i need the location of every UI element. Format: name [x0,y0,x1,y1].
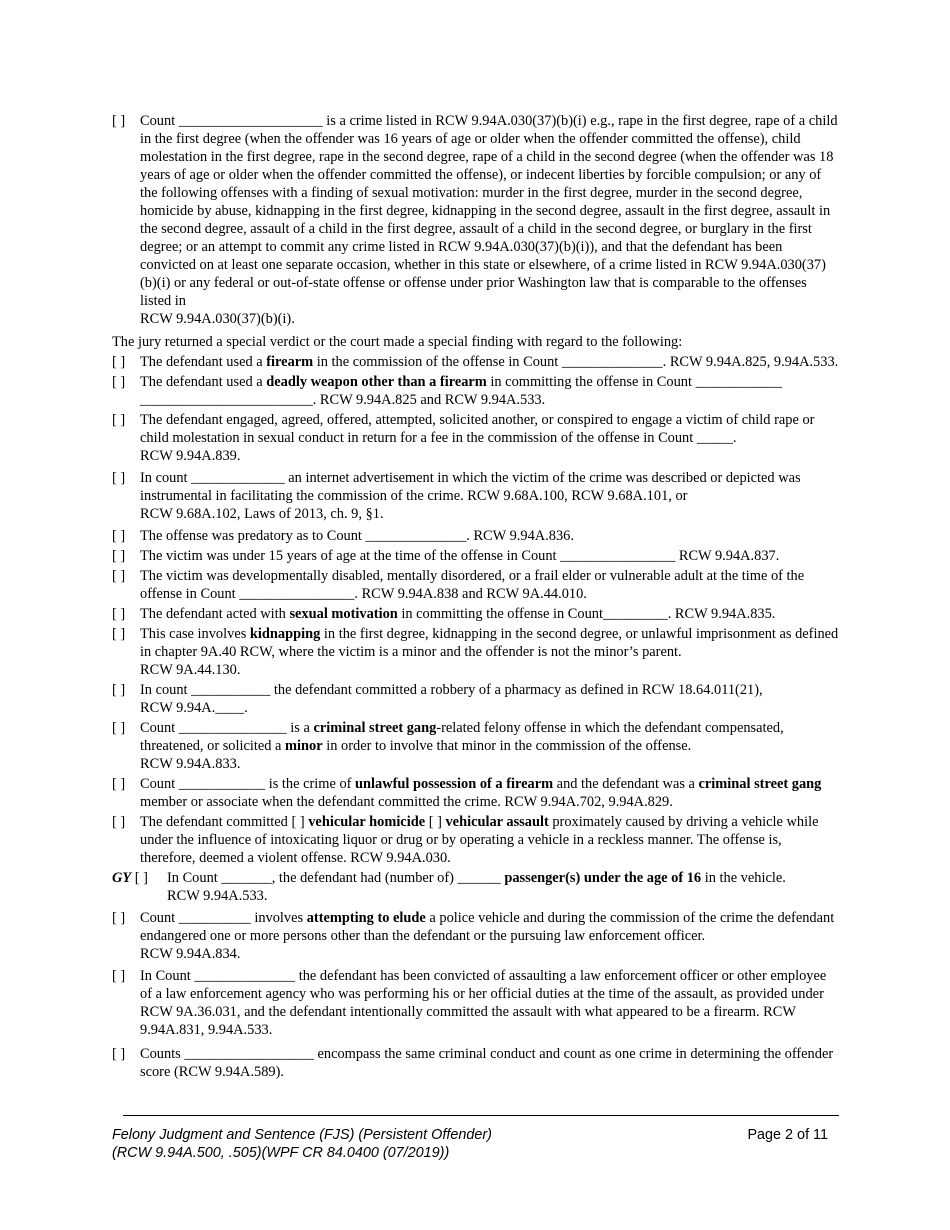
finding-passengers [112,869,840,905]
item-text: member or associate when the defendant committed the crime. RCW 9.94A.702, 9.94A.829. [140,794,673,810]
checkbox[interactable]: [ ] [112,354,126,370]
item-text: In Count _______, the defendant had (number of) ______ [167,870,505,886]
item-text: in the vehicle. [701,870,786,886]
page-footer [112,1126,828,1162]
footer-title [112,1126,828,1162]
jury-intro: The jury returned a special verdict or the court made a special finding with regard to the following: [112,334,683,350]
checkbox[interactable]: [ ] [112,910,126,926]
checkbox[interactable]: [ ] [112,720,126,736]
item-cite: RCW 9.94A.834. [140,946,241,962]
item-bold: deadly weapon other than a firearm [266,374,487,390]
item-bold: kidnapping [249,626,321,642]
item-text: proximately caused by driving a vehicle while under the influence of intoxicating liquor or drug or by operating a vehicle in a reckless manner. The offense is, therefore, deemed a violent offense. RCW 9.94A.030. [140,814,819,866]
item-cite: RCW 9.68A.102, Laws of 2013, ch. 9, §1. [140,506,384,522]
checkbox[interactable]: [ ] [112,606,126,622]
gy-checkbox[interactable] [112,869,148,887]
checkbox[interactable]: [ ] [112,113,126,129]
item-text: Count __________ involves [140,910,307,926]
item-text: [ ] [425,814,446,830]
item-cite: RCW 9A.44.130. [140,662,241,678]
item-bold: passenger(s) under the age of 16 [504,870,702,886]
item-bold: attempting to elude [306,910,426,926]
finding-pharmacy [112,681,840,717]
item-text: The defendant used a [140,374,267,390]
item-text: The defendant acted with [140,606,290,622]
finding-vehicular [112,813,840,867]
item-text: Count ____________ is the crime of [140,776,356,792]
finding-kidnapping [112,625,840,679]
item-cite: RCW 9.94A.030(37)(b)(i). [140,311,295,327]
finding-law-enforcement [112,967,840,1039]
checkbox[interactable]: [ ] [112,528,126,544]
footer-title-line1: Felony Judgment and Sentence (FJS) (Persistent Offender) [112,1127,492,1143]
checkbox[interactable]: [ ] [112,682,126,698]
item-text: in order to involve that minor in the commission of the offense. [322,738,692,754]
footer-title-line2: (RCW 9.94A.500, .505)(WPF CR 84.0400 (07/2019)) [112,1145,450,1161]
item-cite: RCW 9.94A.533. [167,888,268,904]
page-number: Page 2 of 11 [747,1127,828,1143]
finding-fee [112,411,840,465]
item-cite: RCW 9.94A.833. [140,756,241,772]
finding-same-conduct [112,1045,840,1081]
checkbox[interactable]: [ ] [134,870,148,886]
item-cite: RCW 9.94A.839. [140,448,241,464]
item-text: The defendant engaged, agreed, offered, attempted, solicited another, or conspired to engage a victim of child rape or child molestation in sexual conduct in return for a fee in the commission of the offense in Count _____. [140,412,815,446]
finding-elude [112,909,840,963]
item-text: in committing the offense in Count_________. RCW 9.94A.835. [397,606,776,622]
item-bold: criminal street gang [313,720,437,736]
finding-internet [112,469,840,523]
item-text: in the commission of the offense in Count ______________. RCW 9.94A.825, 9.94A.533. [313,354,839,370]
item-text: The defendant used a [140,354,267,370]
finding-predatory [112,527,840,545]
item-text: In count ___________ the defendant committed a robbery of a pharmacy as defined in RCW 18.64.011(21), [140,682,763,698]
checkbox[interactable]: [ ] [112,776,126,792]
finding-firearm-possession [112,775,840,811]
item-text: The victim was under 15 years of age at the time of the offense in Count ________________ RCW 9.94A.837. [140,548,780,564]
item-cite: RCW 9.94A.____. [140,700,248,716]
checkbox[interactable]: [ ] [112,548,126,564]
checkbox[interactable]: [ ] [112,568,126,584]
item-text: in committing the offense in Count ____________ ________________________. RCW 9.94A.825 and RCW 9.94A.533. [140,374,782,408]
checkbox[interactable]: [ ] [112,814,126,830]
document-body [112,112,840,1081]
finding-sexual-motivation [112,605,840,623]
item-bold: unlawful possession of a firearm [355,776,554,792]
finding-firearm [112,353,840,371]
item-text: This case involves [140,626,250,642]
item-text: Count _______________ is a [140,720,314,736]
item-bold: firearm [266,354,314,370]
checkbox[interactable]: [ ] [112,470,126,486]
item-text: a police vehicle and during the commission of the crime the defendant endangered one or more persons other than the defendant or the pursuing law enforcement officer. [140,910,835,944]
gy-mark: GY [112,870,132,886]
item-text: and the defendant was a [553,776,699,792]
finding-vulnerable [112,567,840,603]
persistent-offender-item [112,112,840,328]
item-bold: vehicular homicide [308,814,426,830]
item-text: In count _____________ an internet advertisement in which the victim of the crime was described or depicted was instrumental in facilitating the commission of the crime. RCW 9.68A.100, RCW 9.68A.101, or [140,470,801,504]
checkbox[interactable]: [ ] [112,968,126,984]
item-bold: criminal street gang [698,776,822,792]
item-text: The victim was developmentally disabled, mentally disordered, or a frail elder or vulnerable adult at the time of the offense in Count ________________. RCW 9.94A.838 and RCW 9A.44.010. [140,568,805,602]
checkbox[interactable]: [ ] [112,374,126,390]
item-text: Counts __________________ encompass the same criminal conduct and count as one crime in determining the offender score (RCW 9.94A.589). [140,1046,834,1080]
item-text: Count ____________________ is a crime listed in RCW 9.94A.030(37)(b)(i) e.g., rape in the first degree, rape of a child in the first degree (when the offender was 16 years of age or older when the offender committed the offense), child molestation in the first degree, rape in the second degree, rape of a child in the second degree (when the offender was 18 years of age or older when the offender committed the offense), or indecent liberties by forcible compulsion; or any of the following offenses with a finding of sexual motivation: murder in the first degree, murder in the second degree, homicide by abuse, kidnapping in the first degree, kidnapping in the second degree, assault in the first degree, assault in the second degree, assault of a child in the first degree, assault of a child in the second degree, or burglary in the first degree; or an attempt to commit any crime listed in RCW 9.94A.030(37)(b)(i)), and that the defendant has been convicted on at least one separate occasion, whether in this state or elsewhere, of a crime listed in RCW 9.94A.030(37)(b)(i) or any federal or out-of-state offense or offense under prior Washington law that is comparable to the offenses listed in [140,113,838,309]
finding-street-gang-minor [112,719,840,773]
item-text: In Count ______________ the defendant has been convicted of assaulting a law enforcement officer or other employee of a law enforcement agency who was performing his or her official duties at the time of the assault, as provided under RCW 9A.36.031, and the defendant intentionally committed the assault with what appeared to be a firearm. RCW 9.94A.831, 9.94A.533. [140,968,827,1038]
footer-divider [123,1115,839,1116]
item-bold: vehicular assault [445,814,549,830]
checkbox[interactable]: [ ] [112,626,126,642]
item-text: The offense was predatory as to Count ______________. RCW 9.94A.836. [140,528,574,544]
item-text: in the first degree, kidnapping in the second degree, or unlawful imprisonment as defined in chapter 9A.40 RCW, where the victim is a minor and the offender is not the minor’s parent. [140,626,839,660]
item-text: The defendant committed [ ] [140,814,309,830]
item-bold: minor [285,738,323,754]
checkbox[interactable]: [ ] [112,412,126,428]
checkbox[interactable]: [ ] [112,1046,126,1062]
finding-deadly-weapon [112,373,840,409]
finding-under-15 [112,547,840,565]
item-bold: sexual motivation [289,606,398,622]
item-text: -related felony offense in which the defendant compensated, threatened, or solicited a [140,720,784,754]
